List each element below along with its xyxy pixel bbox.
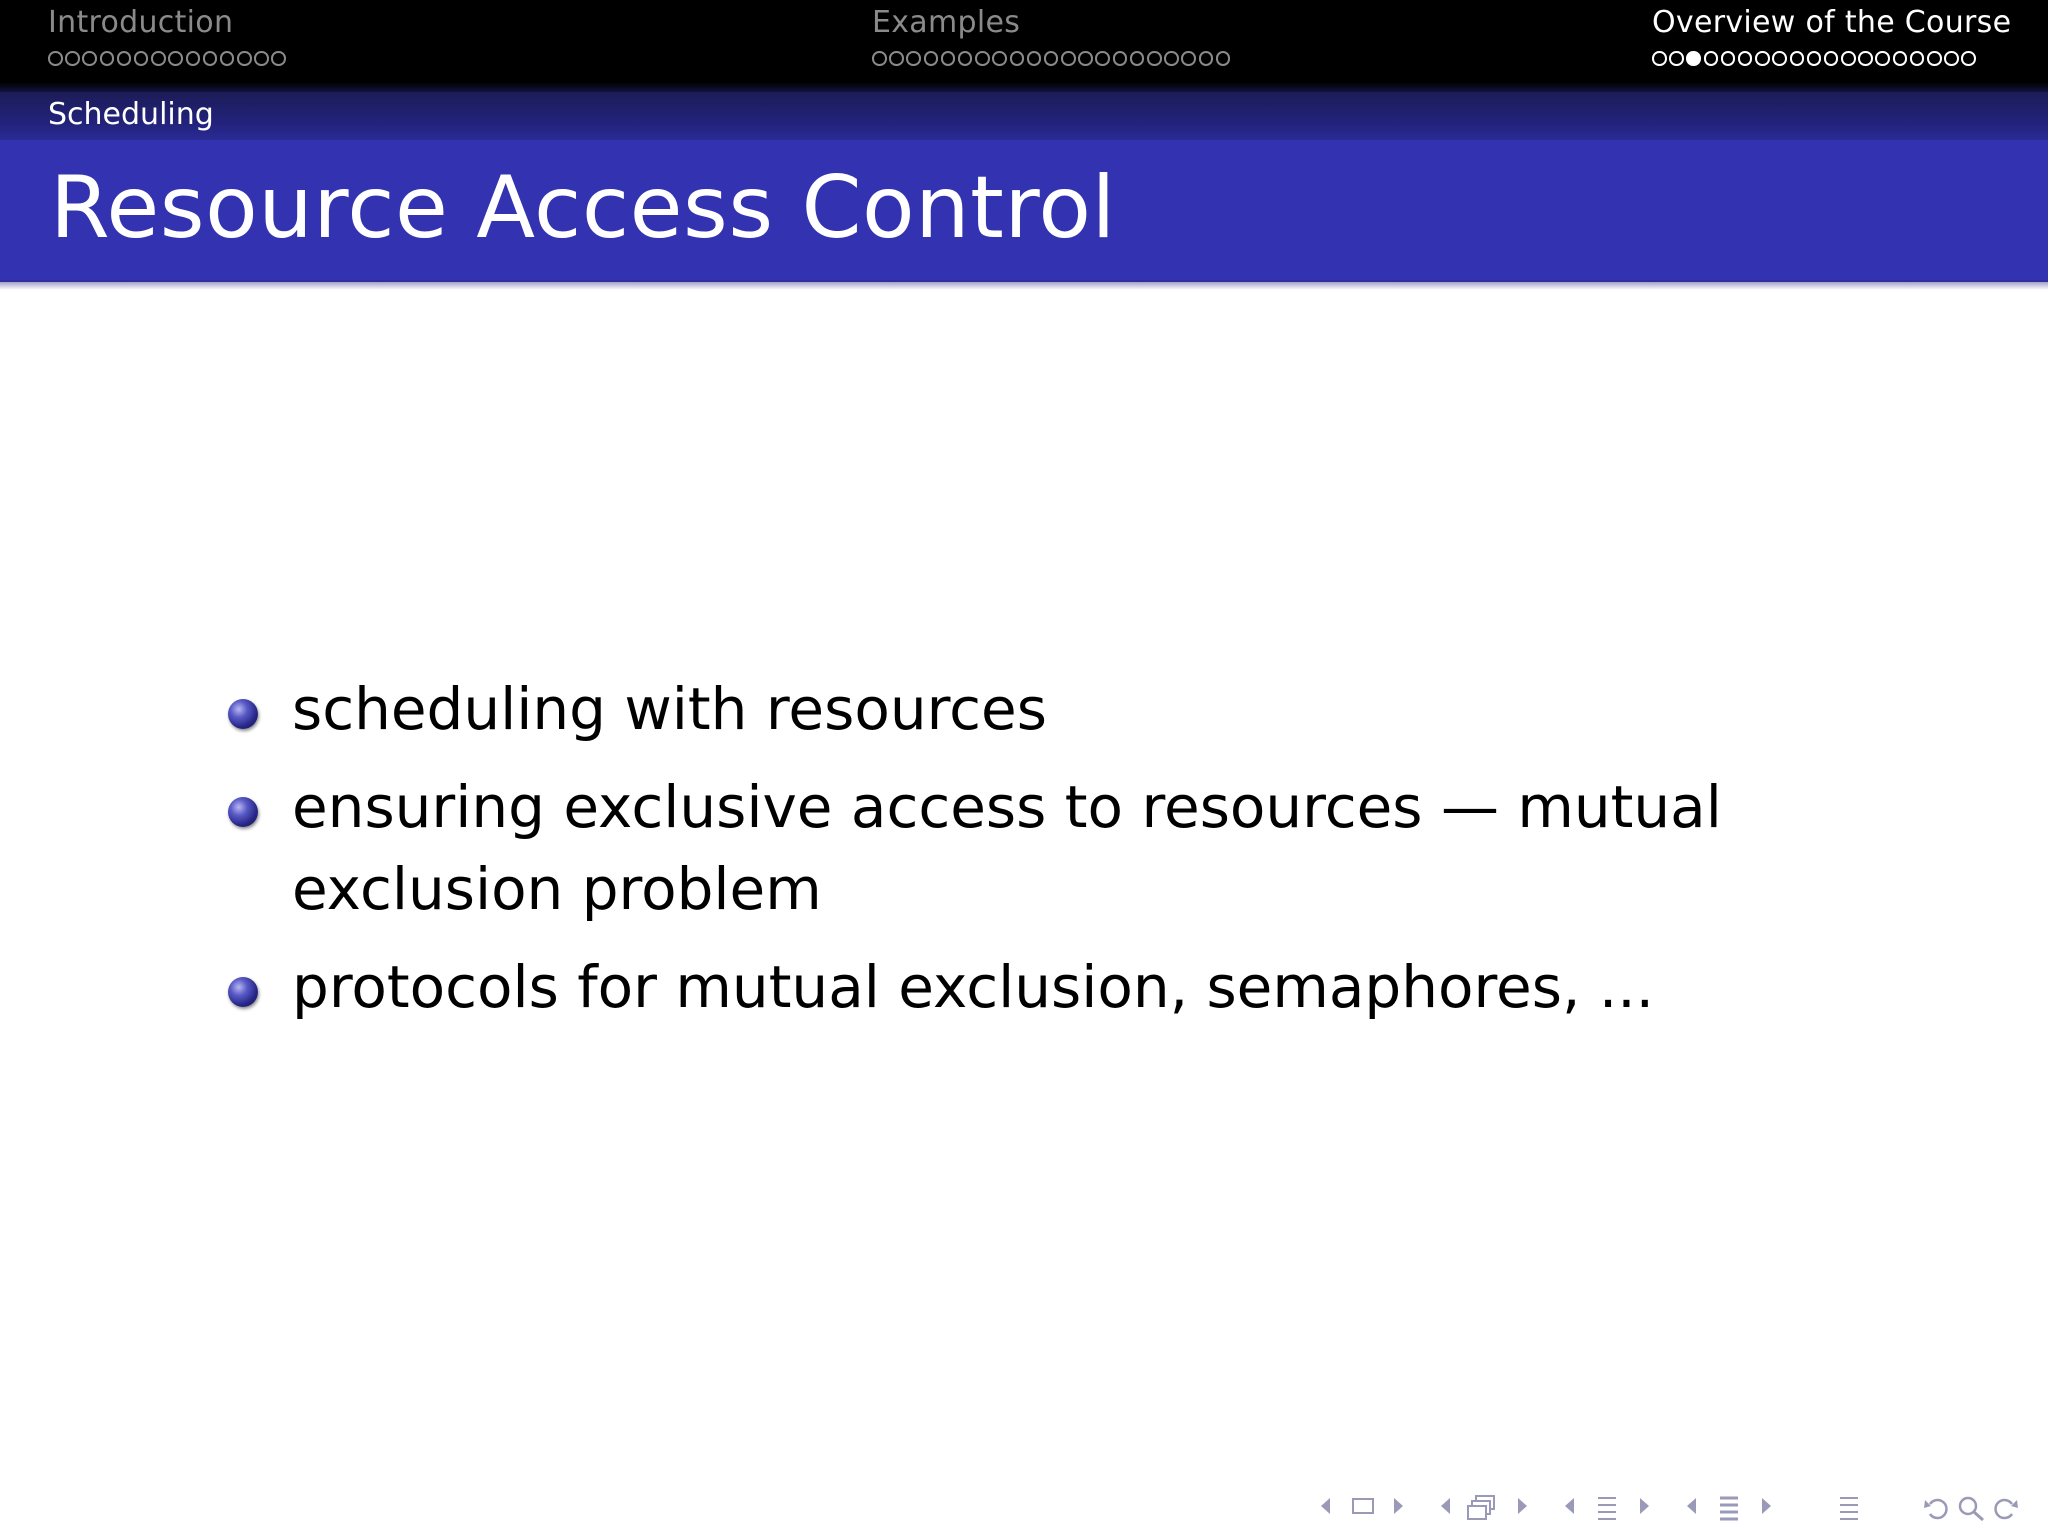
slide-dot[interactable] (1927, 51, 1942, 66)
slide-dot[interactable] (992, 51, 1007, 66)
bullet-ball-icon (228, 797, 258, 827)
slide-dot[interactable] (1095, 51, 1110, 66)
slide-dot[interactable] (872, 51, 887, 66)
slide-dot[interactable] (1738, 51, 1753, 66)
nav-section-overview[interactable] (1652, 0, 2048, 92)
slide-dot[interactable] (1130, 51, 1145, 66)
prev-slide-arrow-icon[interactable] (1318, 1494, 1332, 1518)
slide-dot[interactable] (186, 51, 201, 66)
slide-dot[interactable] (1652, 51, 1667, 66)
bullet-ball-icon (228, 699, 258, 729)
subsection-icon[interactable] (1594, 1494, 1620, 1522)
slide-dot[interactable] (1858, 51, 1873, 66)
slide-dot[interactable] (1790, 51, 1805, 66)
nav-section-examples[interactable] (872, 0, 1432, 92)
next-frame-arrow-icon[interactable] (1516, 1494, 1530, 1518)
slide-dot[interactable] (941, 51, 956, 66)
slide-dots (1652, 51, 1976, 71)
slide-dot[interactable] (1010, 51, 1025, 66)
slide-dot[interactable] (1807, 51, 1822, 66)
slide-dots (872, 51, 1230, 71)
redo-icon[interactable] (1990, 1494, 2020, 1522)
slide-dot[interactable] (1181, 51, 1196, 66)
slide-dot[interactable] (1147, 51, 1162, 66)
prev-frame-arrow-icon[interactable] (1438, 1494, 1452, 1518)
next-section-arrow-icon[interactable] (1760, 1494, 1774, 1518)
list-item-text: ensuring exclusive access to resources — mutual exclusion problem (292, 773, 1722, 923)
slide-stack-icon[interactable] (1466, 1494, 1498, 1522)
slide-dot[interactable] (1216, 51, 1231, 66)
slide-dot[interactable] (1078, 51, 1093, 66)
slide-dot[interactable] (1669, 51, 1684, 66)
search-icon[interactable] (1956, 1494, 1986, 1522)
prev-subsection-arrow-icon[interactable] (1562, 1494, 1576, 1518)
slide-dot[interactable] (1164, 51, 1179, 66)
slide-dot[interactable] (82, 51, 97, 66)
slide-dot[interactable] (271, 51, 286, 66)
undo-icon[interactable] (1922, 1494, 1952, 1522)
slide-dot[interactable] (1841, 51, 1856, 66)
frame-icon[interactable] (1350, 1494, 1376, 1518)
section-title[interactable]: Examples (872, 5, 1021, 40)
section-icon[interactable] (1716, 1494, 1742, 1522)
list-item-text: protocols for mutual exclusion, semaphores, ... (292, 953, 1655, 1021)
subsection-title[interactable]: Scheduling (48, 97, 214, 132)
slide-dot[interactable] (1027, 51, 1042, 66)
slide-dot[interactable] (1061, 51, 1076, 66)
slide-dot[interactable] (958, 51, 973, 66)
slide-dot[interactable] (134, 51, 149, 66)
slide-dot[interactable] (65, 51, 80, 66)
slide-dot[interactable] (117, 51, 132, 66)
slide-dot[interactable] (254, 51, 269, 66)
slide-dot[interactable] (924, 51, 939, 66)
slide-dot[interactable] (151, 51, 166, 66)
slide-dot[interactable] (237, 51, 252, 66)
list-item-text: scheduling with resources (292, 675, 1047, 743)
slide-dot[interactable] (1961, 51, 1976, 66)
section-title[interactable]: Introduction (48, 5, 234, 40)
frame-title-shadow (0, 280, 2048, 290)
slide-dot[interactable] (168, 51, 183, 66)
slide-dot[interactable] (1824, 51, 1839, 66)
slide-dot[interactable] (1910, 51, 1925, 66)
slide-dot[interactable] (1199, 51, 1214, 66)
slide-dot[interactable] (1113, 51, 1128, 66)
navigation-symbols (0, 1488, 2048, 1524)
prev-section-arrow-icon[interactable] (1684, 1494, 1698, 1518)
section-title[interactable]: Overview of the Course (1652, 5, 2012, 40)
frame-title: Resource Access Control (50, 158, 1116, 258)
slide-dot[interactable] (1755, 51, 1770, 66)
slide-dot[interactable] (906, 51, 921, 66)
slide-dot[interactable] (1704, 51, 1719, 66)
slide-dot[interactable] (100, 51, 115, 66)
slide-dot[interactable] (1772, 51, 1787, 66)
slide-dot[interactable] (1893, 51, 1908, 66)
section-navigation-bar (0, 0, 2048, 92)
slide-dot[interactable] (203, 51, 218, 66)
next-subsection-arrow-icon[interactable] (1638, 1494, 1652, 1518)
nav-section-introduction[interactable] (48, 0, 648, 92)
current-slide-dot[interactable] (1686, 51, 1701, 66)
slide-dot[interactable] (1044, 51, 1059, 66)
toc-icon[interactable] (1836, 1494, 1862, 1522)
slide-dot[interactable] (975, 51, 990, 66)
subsection-bar (0, 92, 2048, 142)
slide-dot[interactable] (1875, 51, 1890, 66)
slide-dot[interactable] (220, 51, 235, 66)
next-slide-arrow-icon[interactable] (1392, 1494, 1406, 1518)
slide-dot[interactable] (48, 51, 63, 66)
bullet-ball-icon (228, 977, 258, 1007)
slide-dot[interactable] (1944, 51, 1959, 66)
slide-dot[interactable] (889, 51, 904, 66)
slide-dots (48, 51, 286, 71)
slide-dot[interactable] (1721, 51, 1736, 66)
